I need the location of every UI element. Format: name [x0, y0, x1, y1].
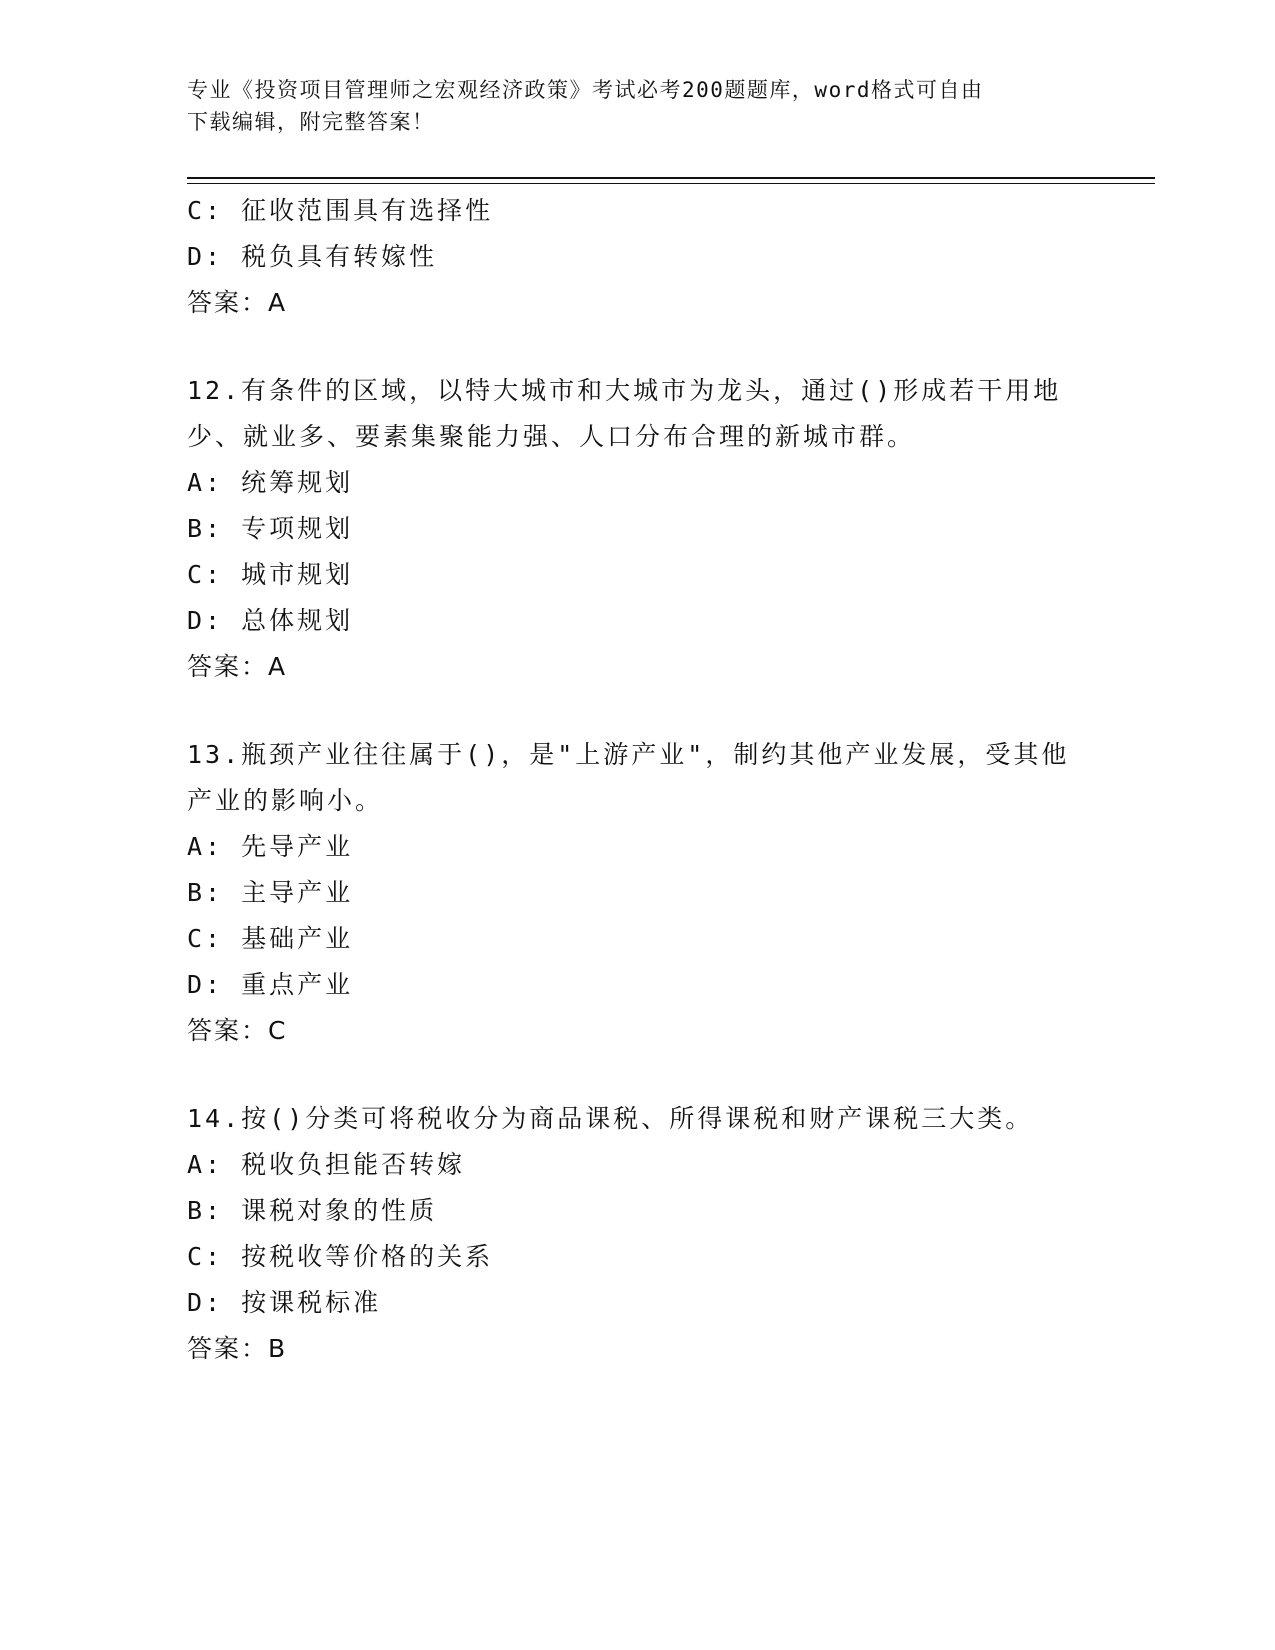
question-13	[187, 732, 1087, 1054]
q14-option-d: D: 按课税标准	[187, 1288, 382, 1317]
q11-option-d: D: 税负具有转嫁性	[187, 242, 438, 271]
q14-option-a: A: 税收负担能否转嫁	[187, 1150, 466, 1179]
header-title-line-2: 下载编辑，附完整答案！	[187, 110, 435, 134]
question-list	[187, 188, 1087, 1372]
header-divider-thin	[187, 183, 1155, 184]
document-header	[187, 74, 1087, 138]
question-14	[187, 1096, 1087, 1372]
header-title-line-1: 专业《投资项目管理师之宏观经济政策》考试必考200题题库，word格式可自由	[187, 78, 984, 102]
q11-option-c: C: 征收范围具有选择性	[187, 196, 494, 225]
q12-answer: 答案：A	[187, 652, 288, 681]
q12-stem-line-2: 少、就业多、要素集聚能力强、人口分布合理的新城市群。	[187, 422, 916, 451]
q12-option-c: C: 城市规划	[187, 560, 354, 589]
q13-option-c: C: 基础产业	[187, 924, 354, 953]
header-divider-thick	[187, 177, 1155, 179]
question-12	[187, 368, 1087, 690]
q14-answer: 答案：B	[187, 1334, 288, 1363]
q13-stem-line-1: 13.瓶颈产业往往属于()，是"上游产业"，制约其他产业发展，受其他	[187, 740, 1070, 769]
q12-option-b: B: 专项规划	[187, 514, 354, 543]
q13-answer: 答案：C	[187, 1016, 288, 1045]
question-11-tail	[187, 188, 1087, 326]
q11-answer: 答案：A	[187, 288, 288, 317]
q13-option-a: A: 先导产业	[187, 832, 354, 861]
q13-option-d: D: 重点产业	[187, 970, 354, 999]
q14-option-b: B: 课税对象的性质	[187, 1196, 438, 1225]
q12-option-d: D: 总体规划	[187, 606, 354, 635]
q14-stem-line-1: 14.按()分类可将税收分为商品课税、所得课税和财产课税三大类。	[187, 1104, 1034, 1133]
q12-stem-line-1: 12.有条件的区域，以特大城市和大城市为龙头，通过()形成若干用地	[187, 376, 1062, 405]
q13-stem-line-2: 产业的影响小。	[187, 786, 384, 815]
q12-option-a: A: 统筹规划	[187, 468, 354, 497]
q14-option-c: C: 按税收等价格的关系	[187, 1242, 494, 1271]
q13-option-b: B: 主导产业	[187, 878, 354, 907]
